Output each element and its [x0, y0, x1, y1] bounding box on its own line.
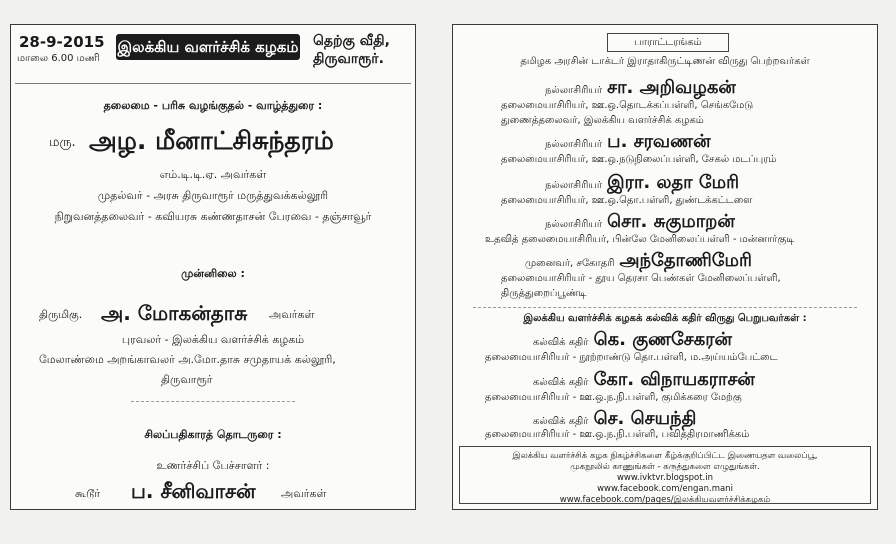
award-intro: தமிழக அரசின் டாக்டர் இராதாகிருட்டிணன் விருது பெற்றவர்கள் [520, 56, 810, 67]
chief-role2: நிறுவனத்தலைவர் - கவியரசு கண்ணதாசன் பேரவை - தஞ்சாவூர் [54, 210, 372, 223]
awardee-line: தலைமையாசிரியர், ஊ.ஒ.நடுநிலைப்பள்ளி, சேகல் மடப்புரம் [501, 154, 777, 165]
kalvi-prefix: கல்விக் கதிர் [533, 377, 589, 388]
chief-role1: முதல்வர் - அரசு திருவாரூர் மருத்துவக்கல்லூரி [97, 189, 329, 202]
kalvi-awardee-3 [533, 408, 696, 431]
awardee-name: இரா. லதா மேரி [607, 172, 740, 193]
awardee-name: ப. சரவணன் [607, 131, 711, 152]
awardee-line: திருத்துறைப்பூண்டி [501, 288, 587, 299]
kalvi-prefix: கல்விக் கதிர் [533, 337, 589, 348]
series-heading: சிலப்பதிகாரத் தொடருரை : [144, 428, 282, 441]
chief-degree: எம்.டி.டி.ஏ. அவர்கள் [159, 168, 267, 181]
presence-role3: திருவாரூர் [161, 373, 213, 386]
chief-prefix: மரு. [49, 135, 76, 150]
facebook-page-link[interactable]: www.facebook.com/pages/இலக்கியவளர்ச்சிக்கழகம் [559, 495, 771, 505]
kalvi-awardee-2 [533, 369, 755, 392]
awardee-line: தலைமையாசிரியர், ஊ.ஒ.தொ.பள்ளி, துண்டக்கட்டளை [501, 195, 753, 206]
kalvi-name: கோ. விநாயகராசன் [593, 369, 755, 390]
kalvi-line: தலைமையாசிரியர் - ஊ.ஒ.ந.நி.பள்ளி, குமிக்கரை மேற்கு [485, 392, 742, 403]
awardee-2 [545, 131, 711, 154]
presence-suffix: அவர்கள் [269, 308, 315, 321]
event-date: 28-9-2015 [19, 33, 105, 51]
awardee-prefix: நல்லாசிரியர் [545, 139, 603, 150]
section-divider [473, 307, 857, 308]
org-name-badge: இலக்கிய வளர்ச்சிக் கழகம் [116, 34, 300, 60]
kalvi-intro: இலக்கிய வளர்ச்சிக் கழகக் கல்விக் கதிர் விருது பெறுபவர்கள் : [523, 313, 807, 324]
honor-title-box: பாராட்டரங்கம் [607, 33, 729, 52]
awardee-prefix: முனைவர், சகோதரி [525, 258, 615, 269]
venue-line2: திருவாரூர். [313, 51, 384, 67]
presence-heading: முன்னிலை : [181, 267, 245, 280]
speaker-heading: உணர்ச்சிப் பேச்சாளர் : [156, 459, 270, 472]
event-time: மாலை 6.00 மணி [17, 53, 100, 64]
awardee-5 [525, 250, 752, 273]
left-invitation-panel [10, 24, 416, 510]
awardee-prefix: நல்லாசிரியர் [545, 180, 603, 191]
kalvi-line: தலைமையாசிரியர் - நூற்றாண்டு தொ.பள்ளி, ம.அய்யம்பேட்டை [485, 352, 778, 363]
awardee-name: சொ. சுகுமாறன் [607, 211, 735, 232]
awardee-line: துணைத்தலைவர், இலக்கிய வளர்ச்சிக் கழகம் [501, 115, 704, 126]
presence-name: அ. மோகன்தாசு [101, 301, 248, 325]
awardee-3 [545, 172, 739, 195]
awardee-prefix: நல்லாசிரியர் [545, 219, 603, 230]
kalvi-line: தலைமையாசிரியர் - ஊ.ஒ.ந.நி.பள்ளி, பவித்திரமாணிக்கம் [485, 429, 750, 440]
chief-guest-name: அழ. மீனாட்சிசுந்தரம் [89, 126, 334, 155]
awardee-name: அந்தோணிமேரி [619, 250, 752, 271]
awardee-prefix: நல்லாசிரியர் [545, 85, 603, 96]
kalvi-name: செ. செயந்தி [593, 408, 697, 429]
awardee-line: உதவித் தலைமையாசிரியர், பின்லே மேனிலைப்பள்ளி - மன்னார்குடி [485, 234, 795, 245]
footer-note-1: இலக்கிய வளர்ச்சிக் கழக நிகழ்ச்சிகளை கீழ்க்குறிப்பிட்ட இணையதள வலைப்பூ, [512, 451, 818, 461]
speaker-suffix: அவர்கள் [281, 487, 327, 500]
speaker-name: ப. சீனிவாசன் [131, 479, 256, 503]
facebook-link[interactable]: www.facebook.com/engan.mani [597, 484, 733, 494]
presence-role2: மேலாண்மை அறங்காவலர் அ.மோ.தாசு சமுதாயக் கல்லூரி, [39, 353, 336, 366]
venue-line1: தெற்கு வீதி, [313, 33, 390, 49]
presence-role1: புரவலர் - இலக்கிய வளர்ச்சிக் கழகம் [121, 333, 305, 346]
kalvi-awardee-1 [533, 329, 732, 352]
footer-links-box [459, 446, 871, 504]
kalvi-name: கெ. குணசேகரன் [593, 329, 732, 350]
awardee-line: தலைமையாசிரியர் - தூய தெரசா பெண்கள் மேனிலைப்பள்ளி, [501, 273, 781, 284]
top-divider [15, 83, 411, 84]
awardee-name: சா. அறிவழகன் [607, 77, 736, 98]
kalvi-prefix: கல்விக் கதிர் [533, 416, 589, 427]
blog-link[interactable]: www.ivktvr.blogspot.in [616, 473, 714, 483]
presidency-heading: தலைமை - பரிசு வழங்குதல் - வாழ்த்துரை : [103, 99, 323, 112]
footer-note-2: முகநூலில் காணுங்கள் - கருத்துகளை எழுதுங்கள். [570, 462, 760, 472]
presence-prefix: திருமிகு. [39, 308, 83, 321]
awardee-line: தலைமையாசிரியர், ஊ.ஒ.தொடக்கப்பள்ளி, செங்கமேடு [501, 100, 754, 111]
awardee-4 [545, 211, 735, 234]
speaker-prefix: கூடூர் [75, 487, 101, 500]
right-honors-panel [452, 24, 878, 510]
awardee-1 [545, 77, 736, 100]
dashed-divider [131, 401, 295, 402]
